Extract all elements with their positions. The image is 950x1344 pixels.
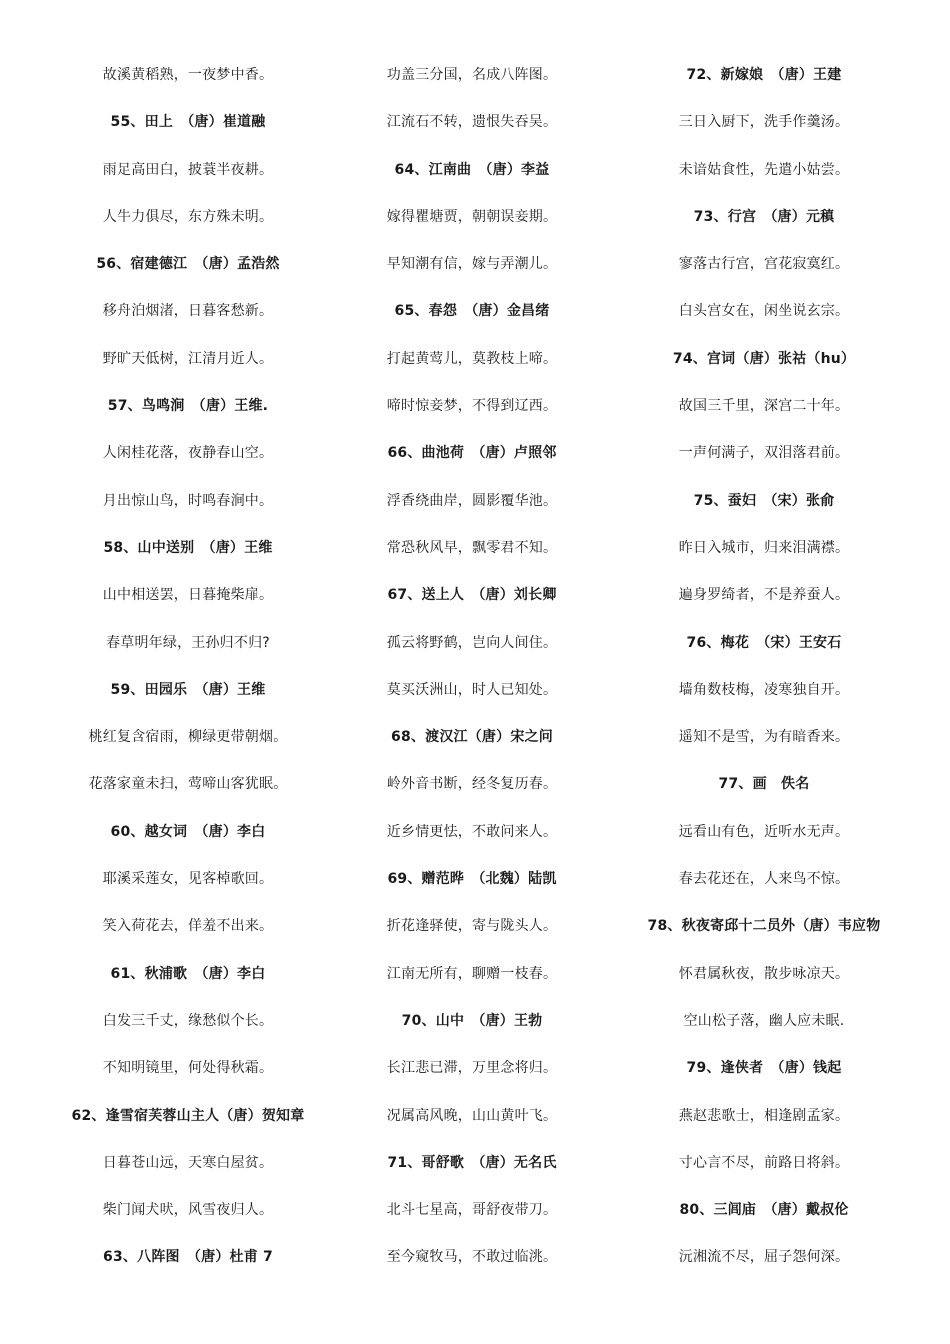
poem-verse-line: 空山松子落，幽人应未眠. — [683, 1012, 845, 1029]
poem-title: 77、画 佚名 — [718, 776, 810, 793]
poem-verse-line: 桃红复含宿雨，柳绿更带朝烟。 — [88, 729, 288, 746]
poem-verse-line: 墙角数枝梅，凌寒独自开。 — [678, 681, 850, 698]
poem-verse-line: 功盖三分国，名成八阵图。 — [386, 67, 558, 83]
poem-verse-line: 寥落古行宫，宫花寂寞红。 — [678, 256, 850, 273]
poem-verse-line: 遥知不是雪，为有暗香来。 — [678, 729, 850, 746]
poem-verse-line: 早知潮有信，嫁与弄潮儿。 — [386, 256, 558, 273]
poem-title: 56、宿建德江 （唐）孟浩然 — [96, 256, 280, 273]
poem-verse-line: 浮香绕曲岸，圆影覆华池。 — [386, 492, 558, 509]
poem-verse-line: 日暮苍山远，天寒白屋贫。 — [102, 1154, 274, 1171]
poem-verse-line: 故溪黄稻熟，一夜梦中香。 — [102, 67, 274, 83]
poem-title: 65、春怨 （唐）金昌绪 — [394, 303, 550, 320]
poem-verse-line: 春草明年绿，王孙归不归? — [106, 634, 270, 651]
poem-title: 70、山中 （唐）王勃 — [401, 1012, 543, 1029]
poem-title: 73、行宫 （唐）元稹 — [693, 208, 835, 225]
poem-title: 80、三闾庙 （唐）戴叔伦 — [679, 1202, 849, 1219]
poem-verse-line: 白发三千丈，缘愁似个长。 — [102, 1012, 274, 1029]
poem-verse-line: 一声何满子，双泪落君前。 — [678, 445, 850, 462]
poem-verse-line: 北斗七星高，哥舒夜带刀。 — [386, 1202, 558, 1219]
poem-verse-line: 耶溪采莲女，见客棹歌回。 — [102, 871, 274, 888]
poem-title: 74、宫词（唐）张祜（hu） — [672, 350, 856, 367]
poem-title: 55、田上 （唐）崔道融 — [110, 114, 266, 131]
poem-verse-line: 故国三千里，深宫二十年。 — [678, 398, 850, 415]
poem-verse-line: 燕赵悲歌士，相逢剧孟家。 — [678, 1107, 850, 1124]
poem-verse-line: 雨足高田白，披蓑半夜耕。 — [102, 161, 274, 178]
poem-verse-line: 常恐秋风早，飘零君不知。 — [386, 539, 558, 556]
poem-title: 68、渡汉江（唐）宋之问 — [391, 729, 553, 746]
poem-title: 60、越女词 （唐）李白 — [110, 823, 266, 840]
poem-verse-line: 春去花还在，人来鸟不惊。 — [678, 871, 850, 888]
poem-verse-line: 怀君属秋夜，散步咏凉天。 — [678, 965, 850, 982]
poem-verse-line: 长江悲已滞，万里念将归。 — [386, 1060, 558, 1077]
poem-title: 71、哥舒歌 （唐）无名氏 — [387, 1154, 557, 1171]
poem-verse-line: 打起黄莺儿，莫教枝上啼。 — [386, 350, 558, 367]
poem-verse-line: 昨日入城市，归来泪满襟。 — [678, 539, 850, 556]
poem-verse-line: 人牛力俱尽，东方殊未明。 — [102, 208, 274, 225]
poem-verse-line: 啼时惊妾梦，不得到辽西。 — [386, 398, 558, 415]
poem-title: 75、蚕妇 （宋）张俞 — [693, 492, 835, 509]
poem-verse-line: 未谙姑食性，先遣小姑尝。 — [678, 161, 850, 178]
poem-verse-line: 况属高风晚，山山黄叶飞。 — [386, 1107, 558, 1124]
poem-verse-line: 不知明镜里，何处得秋霜。 — [102, 1060, 274, 1077]
poem-verse-line: 折花逢驿使，寄与陇头人。 — [386, 918, 558, 935]
poem-title: 64、江南曲 （唐）李益 — [394, 161, 550, 178]
poem-verse-line: 月出惊山鸟，时鸣春涧中。 — [102, 492, 274, 509]
poem-verse-line: 沅湘流不尽，屈子怨何深。 — [678, 1249, 850, 1266]
poem-verse-line: 花落家童未扫，莺啼山客犹眠。 — [88, 776, 288, 793]
poem-verse-line: 山中相送罢，日暮掩柴扉。 — [102, 587, 274, 604]
poem-title: 79、逢侠者 （唐）钱起 — [686, 1060, 842, 1077]
poem-verse-line: 近乡情更怯，不敢问来人。 — [386, 823, 558, 840]
poem-verse-line: 笑入荷花去，佯羞不出来。 — [102, 918, 274, 935]
poem-verse-line: 遍身罗绮者，不是养蚕人。 — [678, 587, 850, 604]
poem-verse-line: 江流石不转，遗恨失吞吴。 — [386, 114, 558, 131]
poem-title: 67、送上人 （唐）刘长卿 — [387, 587, 557, 604]
poem-title: 62、逢雪宿芙蓉山主人（唐）贺知章 — [71, 1107, 305, 1124]
poem-title: 63、八阵图 （唐）杜甫 7 — [103, 1249, 273, 1266]
poem-verse-line: 人闲桂花落，夜静春山空。 — [102, 445, 274, 462]
poem-verse-line: 嫁得瞿塘贾，朝朝误妾期。 — [386, 208, 558, 225]
poem-title: 72、新嫁娘 （唐）王建 — [686, 67, 842, 83]
poem-column-3 — [614, 52, 914, 1282]
poem-verse-line: 至今窥牧马，不敢过临洮。 — [386, 1249, 558, 1266]
poem-title: 76、梅花 （宋）王安石 — [686, 634, 842, 651]
poem-verse-line: 柴门闻犬吠，风雪夜归人。 — [102, 1202, 274, 1219]
poem-column-2 — [322, 52, 622, 1282]
poem-verse-line: 孤云将野鹤，岂向人间住。 — [386, 634, 558, 651]
poem-title: 59、田园乐 （唐）王维 — [110, 681, 266, 698]
poem-verse-line: 移舟泊烟渚，日暮客愁新。 — [102, 303, 274, 320]
poem-title: 69、赠范晔 （北魏）陆凯 — [387, 871, 557, 888]
poem-verse-line: 江南无所有，聊赠一枝春。 — [386, 965, 558, 982]
poem-title: 58、山中送别 （唐）王维 — [103, 539, 273, 556]
poem-title: 57、鸟鸣涧 （唐）王维. — [107, 398, 269, 415]
poem-title: 66、曲池荷 （唐）卢照邻 — [387, 445, 557, 462]
poem-title: 78、秋夜寄邱十二员外（唐）韦应物 — [647, 918, 881, 935]
poem-verse-line: 岭外音书断，经冬复历春。 — [386, 776, 558, 793]
poem-title: 61、秋浦歌 （唐）李白 — [110, 965, 266, 982]
poem-verse-line: 白头宫女在，闲坐说玄宗。 — [678, 303, 850, 320]
poem-verse-line: 莫买沃洲山，时人已知处。 — [386, 681, 558, 698]
poem-verse-line: 三日入厨下，洗手作羹汤。 — [678, 114, 850, 131]
poem-verse-line: 远看山有色，近听水无声。 — [678, 823, 850, 840]
poem-verse-line: 寸心言不尽，前路日将斜。 — [678, 1154, 850, 1171]
poem-column-1 — [38, 52, 338, 1282]
poem-verse-line: 野旷天低树，江清月近人。 — [102, 350, 274, 367]
